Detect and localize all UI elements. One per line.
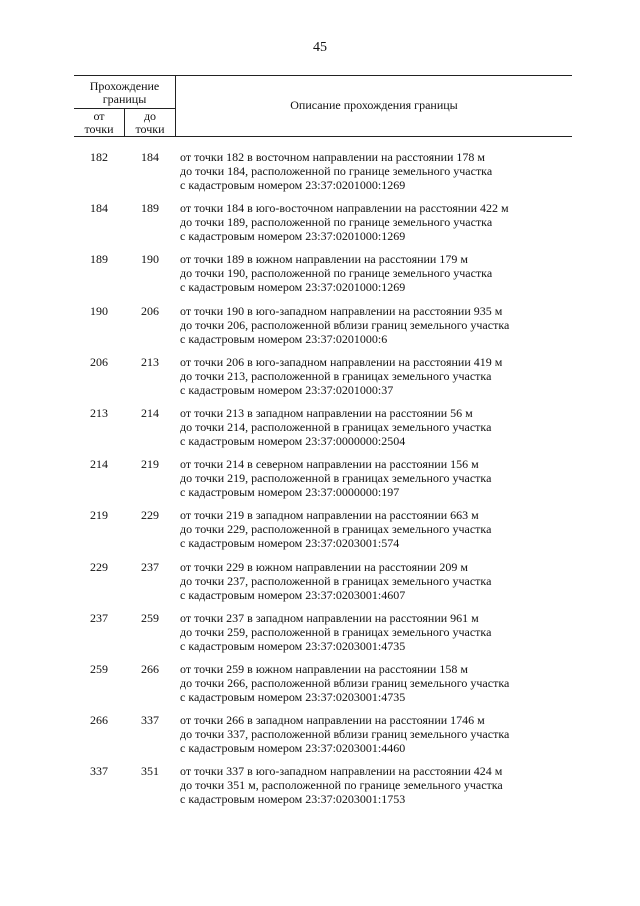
header-from-line2: точки [84,122,114,136]
description-line: с кадастровым номером 23:37:0201000:1269 [180,178,406,192]
header-to-line1: до [143,109,157,123]
point-from: 229 [90,559,108,574]
description-line: до точки 229, расположенной в границах земельного участка [180,522,492,537]
description-line: с кадастровым номером 23:37:0203001:4735 [180,638,406,653]
description-line: до точки 219, расположенной в границах земельного участка [180,471,492,486]
point-from: 266 [90,713,108,728]
description-line: от точки 184 в юго-восточном направлении на расстоянии 422 м [180,201,509,216]
boundary-description [180,457,572,499]
description-line: до точки 214, расположенной в границах земельного участка [180,420,492,434]
point-to: 219 [141,457,159,472]
table-row [74,713,572,763]
table-row [74,150,572,200]
description-line: до точки 259, расположенной в границах земельного участка [180,624,492,639]
description-line: до точки 184, расположенной по границе земельного участка [180,164,493,178]
description-line: от точки 206 в юго-западном направлении на расстоянии 419 м [180,354,503,369]
description-line: с кадастровым номером 23:37:0201000:6 [180,331,388,346]
description-line: до точки 190, расположенной по границе земельного участка [180,266,493,281]
header-group [74,80,175,106]
point-from: 190 [90,303,108,318]
table-row [74,304,572,354]
boundary-description [180,713,572,755]
description-line: с кадастровым номером 23:37:0203001:574 [180,536,400,551]
table-row [74,201,572,251]
description-line: до точки 206, расположенной вблизи границ земельного участка [180,317,510,332]
table-row [74,508,572,558]
description-line: от точки 189 в южном направлении на расстоянии 179 м [180,252,468,267]
header-to-line2: точки [135,122,165,136]
description-line: с кадастровым номером 23:37:0201000:1269 [180,229,406,244]
point-from: 214 [90,457,108,472]
header-from-line1: от [93,109,105,123]
point-from: 219 [90,508,108,523]
point-from: 213 [90,406,108,420]
boundary-description [180,201,572,243]
description-line: до точки 213, расположенной в границах земельного участка [180,368,492,383]
point-to: 351 [141,764,159,779]
boundary-description [180,355,572,397]
description-line: до точки 337, расположенной вблизи границ земельного участка [180,727,510,742]
boundary-description [180,150,572,192]
table-row [74,764,572,814]
point-from: 189 [90,252,108,267]
description-line: с кадастровым номером 23:37:0000000:2504 [180,434,406,448]
table-row [74,252,572,302]
description-line: до точки 237, расположенной в границах земельного участка [180,573,492,588]
description-line: от точки 182 в восточном направлении на расстоянии 178 м [180,150,486,164]
description-line: от точки 337 в юго-западном направлении на расстоянии 424 м [180,764,503,779]
description-line: от точки 259 в южном направлении на расстоянии 158 м [180,662,468,676]
description-line: с кадастровым номером 23:37:0203001:4607 [180,587,406,602]
point-to: 229 [141,508,159,523]
boundary-description [180,611,572,653]
point-to: 237 [141,559,159,574]
header-from [74,110,124,136]
boundary-description [180,662,572,704]
table-row [74,406,572,456]
point-to: 213 [141,354,159,369]
table-row [74,355,572,405]
description-line: до точки 266, расположенной вблизи границ земельного участка [180,676,510,690]
point-from: 182 [90,150,108,164]
point-to: 259 [141,610,159,625]
point-from: 337 [90,764,108,779]
description-line: с кадастровым номером 23:37:0203001:4735 [180,690,406,704]
header-group-line1: Прохождение [89,79,160,93]
table-row [74,662,572,712]
description-line: от точки 237 в западном направлении на расстоянии 961 м [180,610,479,625]
description-line: с кадастровым номером 23:37:0203001:1753 [180,792,406,807]
boundary-description [180,304,572,346]
description-line: от точки 229 в южном направлении на расстоянии 209 м [180,559,468,574]
boundary-description [180,560,572,602]
description-line: с кадастровым номером 23:37:0201000:37 [180,382,394,397]
description-line: от точки 190 в юго-западном направлении на расстоянии 935 м [180,303,503,318]
description-line: с кадастровым номером 23:37:0201000:1269 [180,280,406,295]
description-line: от точки 219 в западном направлении на расстоянии 663 м [180,508,479,523]
point-to: 206 [141,303,159,318]
table-row [74,560,572,610]
table-row [74,457,572,507]
point-from: 237 [90,610,108,625]
point-from: 259 [90,662,108,676]
page-number: 45 [313,40,327,55]
point-to: 337 [141,713,159,728]
boundary-description [180,508,572,550]
boundary-description [180,406,572,448]
description-line: с кадастровым номером 23:37:0203001:4460 [180,741,406,756]
point-from: 206 [90,354,108,369]
point-to: 189 [141,201,159,216]
point-to: 190 [141,252,159,267]
header-bottom-rule [74,136,572,137]
description-line: с кадастровым номером 23:37:0000000:197 [180,485,400,500]
point-to: 266 [141,662,159,676]
description-line: от точки 214 в северном направлении на расстоянии 156 м [180,457,479,472]
description-line: до точки 351 м, расположенной по границе земельного участка [180,778,503,793]
description-line: от точки 213 в западном направлении на расстоянии 56 м [180,406,473,420]
header-top-rule [74,75,572,76]
description-line: от точки 266 в западном направлении на расстоянии 1746 м [180,713,485,728]
point-to: 184 [141,150,159,164]
boundary-description [180,252,572,294]
description-line: до точки 189, расположенной по границе земельного участка [180,215,493,230]
point-from: 184 [90,201,108,216]
header-to [125,110,175,136]
table-row [74,611,572,661]
point-to: 214 [141,406,159,420]
header-description: Описание прохождения границы [290,98,458,112]
boundary-description [180,764,572,806]
header-group-line2: границы [102,92,147,106]
